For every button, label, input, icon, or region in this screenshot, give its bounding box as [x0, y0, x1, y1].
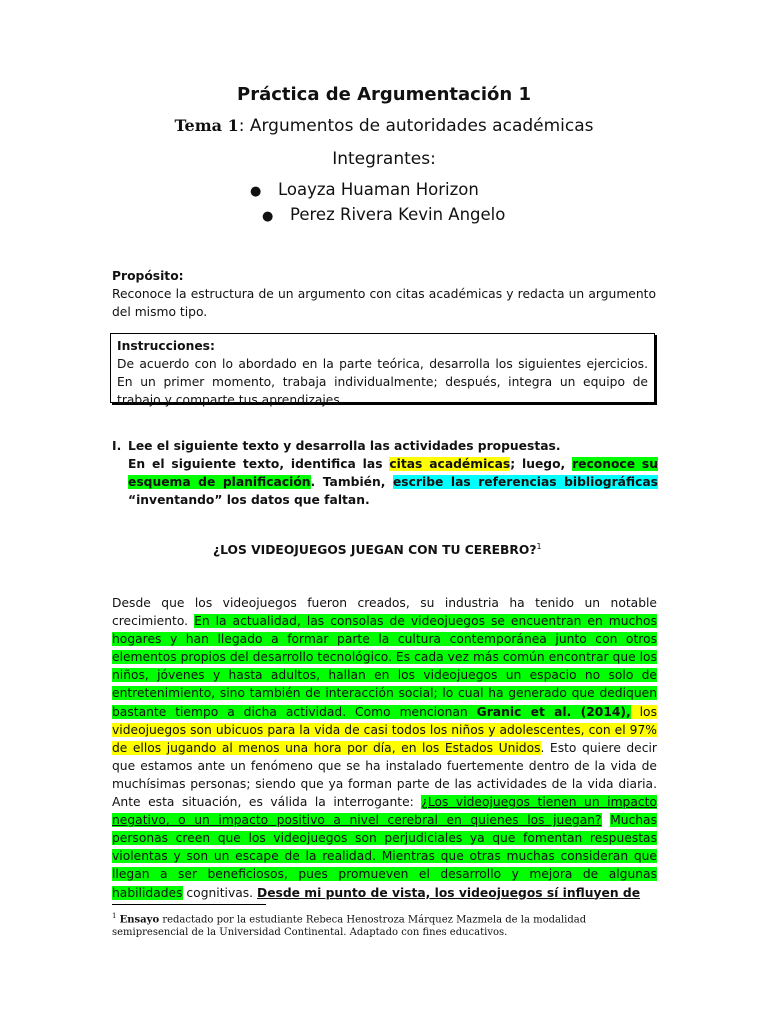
- instructions-box: [110, 333, 655, 407]
- instructions-text: De acuerdo con lo abordado en la parte teórica, desarrolla los siguientes ejercicios. En un primer momento, trabaja individualmente; después, integra un equipo de trabajo y comparte tus aprendizajes.: [117, 357, 648, 407]
- essay-text: Desde que los videojuegos fueron creados, su industria ha tenido un notable crecimiento.: [112, 596, 657, 629]
- document-subtitle: [0, 116, 768, 136]
- essay-text: [602, 813, 611, 827]
- footnote-bold: Ensayo: [119, 914, 160, 926]
- member-item: [250, 180, 479, 199]
- footnote-number: 1: [112, 912, 117, 920]
- highlight-citation: Granic et al. (2014),: [476, 704, 631, 719]
- essay-body: [112, 594, 657, 902]
- footnote: [112, 910, 660, 939]
- integrantes-heading: Integrantes:: [332, 149, 436, 169]
- highlight-quote: los videojuegos son ubicuos para la vida de casi todos los niños y adolescentes, con el 97% de ellos jugando al menos una hora por día, en los Estados Unidos: [112, 704, 657, 755]
- instr-text: . También,: [310, 475, 393, 489]
- highlight-citas: citas académicas: [389, 457, 511, 471]
- member-name: Perez Rivera Kevin Angelo: [290, 205, 506, 224]
- member-item: [262, 205, 505, 224]
- thesis-statement: Desde mi punto de vista, los videojuegos sí influyen de: [257, 885, 641, 900]
- highlight-escribe: escribe las referencias bibliográficas: [392, 475, 658, 489]
- highlight-reconoce: reconoce su esquema de planificación: [128, 457, 658, 489]
- section-i: [112, 437, 658, 509]
- section-heading: Lee el siguiente texto y desarrolla las actividades propuestas.: [128, 439, 561, 453]
- footnote-divider: [112, 904, 266, 905]
- instructions-label: Instrucciones:: [117, 339, 215, 353]
- highlight-context: En la actualidad, las consolas de videojuegos se encuentran en muchos hogares y han llegado a formar parte la cultura contemporánea junto con otros elementos propios del desarrollo tecnológico. Es cada vez más común encontrar que los niños, jóvenes y hasta adultos, hallan en los videojuegos un espacio no solo de entretenimiento, sino también de interacción social; lo cual ha generado que dediquen bastante tiempo a dicha actividad. Como mencionan: [112, 614, 657, 719]
- proposito-label: Propósito:: [112, 269, 184, 283]
- member-name: Loayza Huaman Horizon: [278, 180, 479, 199]
- essay-text: cognitivas.: [182, 885, 257, 900]
- essay-title-text: ¿LOS VIDEOJUEGOS JUEGAN CON TU CEREBRO?: [213, 543, 537, 558]
- proposito-text: Reconoce la estructura de un argumento con citas académicas y redacta un argumento del mismo tipo.: [112, 287, 656, 319]
- document-title: Práctica de Argumentación 1: [237, 84, 531, 105]
- section-instructions: [128, 455, 658, 509]
- subtitle-topic-label: Tema 1: [174, 116, 239, 135]
- instr-text: En el siguiente texto, identifica las: [128, 457, 390, 471]
- subtitle-topic-text: : Argumentos de autoridades académicas: [238, 116, 594, 136]
- instr-text: ; luego,: [510, 457, 573, 471]
- bullet-icon: ●: [250, 184, 262, 199]
- highlight-question: ¿Los videojuegos tienen un impacto negativo, o un impacto positivo a nivel cerebral en quienes los juegan?: [112, 795, 657, 828]
- instr-text: “inventando” los datos que faltan.: [128, 493, 370, 507]
- footnote-ref: 1: [536, 542, 542, 551]
- footnote-text: redactado por la estudiante Rebeca Henostroza Márquez Mazmela de la modalidad semipresencial de la Universidad Continental. Adaptado con fines educativos.: [112, 914, 587, 939]
- highlight-opinions: Muchas personas creen que los videojuegos son perjudiciales ya que fomentan respuestas violentas y son un escape de la realidad. Mientras que otras muchas consideran que llegan a ser beneficiosos, pues promueven el desarrollo y mejora de algunas habilidades: [112, 813, 657, 900]
- bullet-icon: ●: [262, 209, 274, 224]
- section-number: I.: [112, 439, 122, 453]
- essay-title: [213, 542, 542, 557]
- essay-text: . Esto quiere decir que estamos ante un fenómeno que se ha instalado fuertemente dentro de la vida de muchísimas personas; siendo que ya forman parte de las actividades de la vida diaria. Ante esta situación, es válida la interrogante:: [112, 740, 657, 810]
